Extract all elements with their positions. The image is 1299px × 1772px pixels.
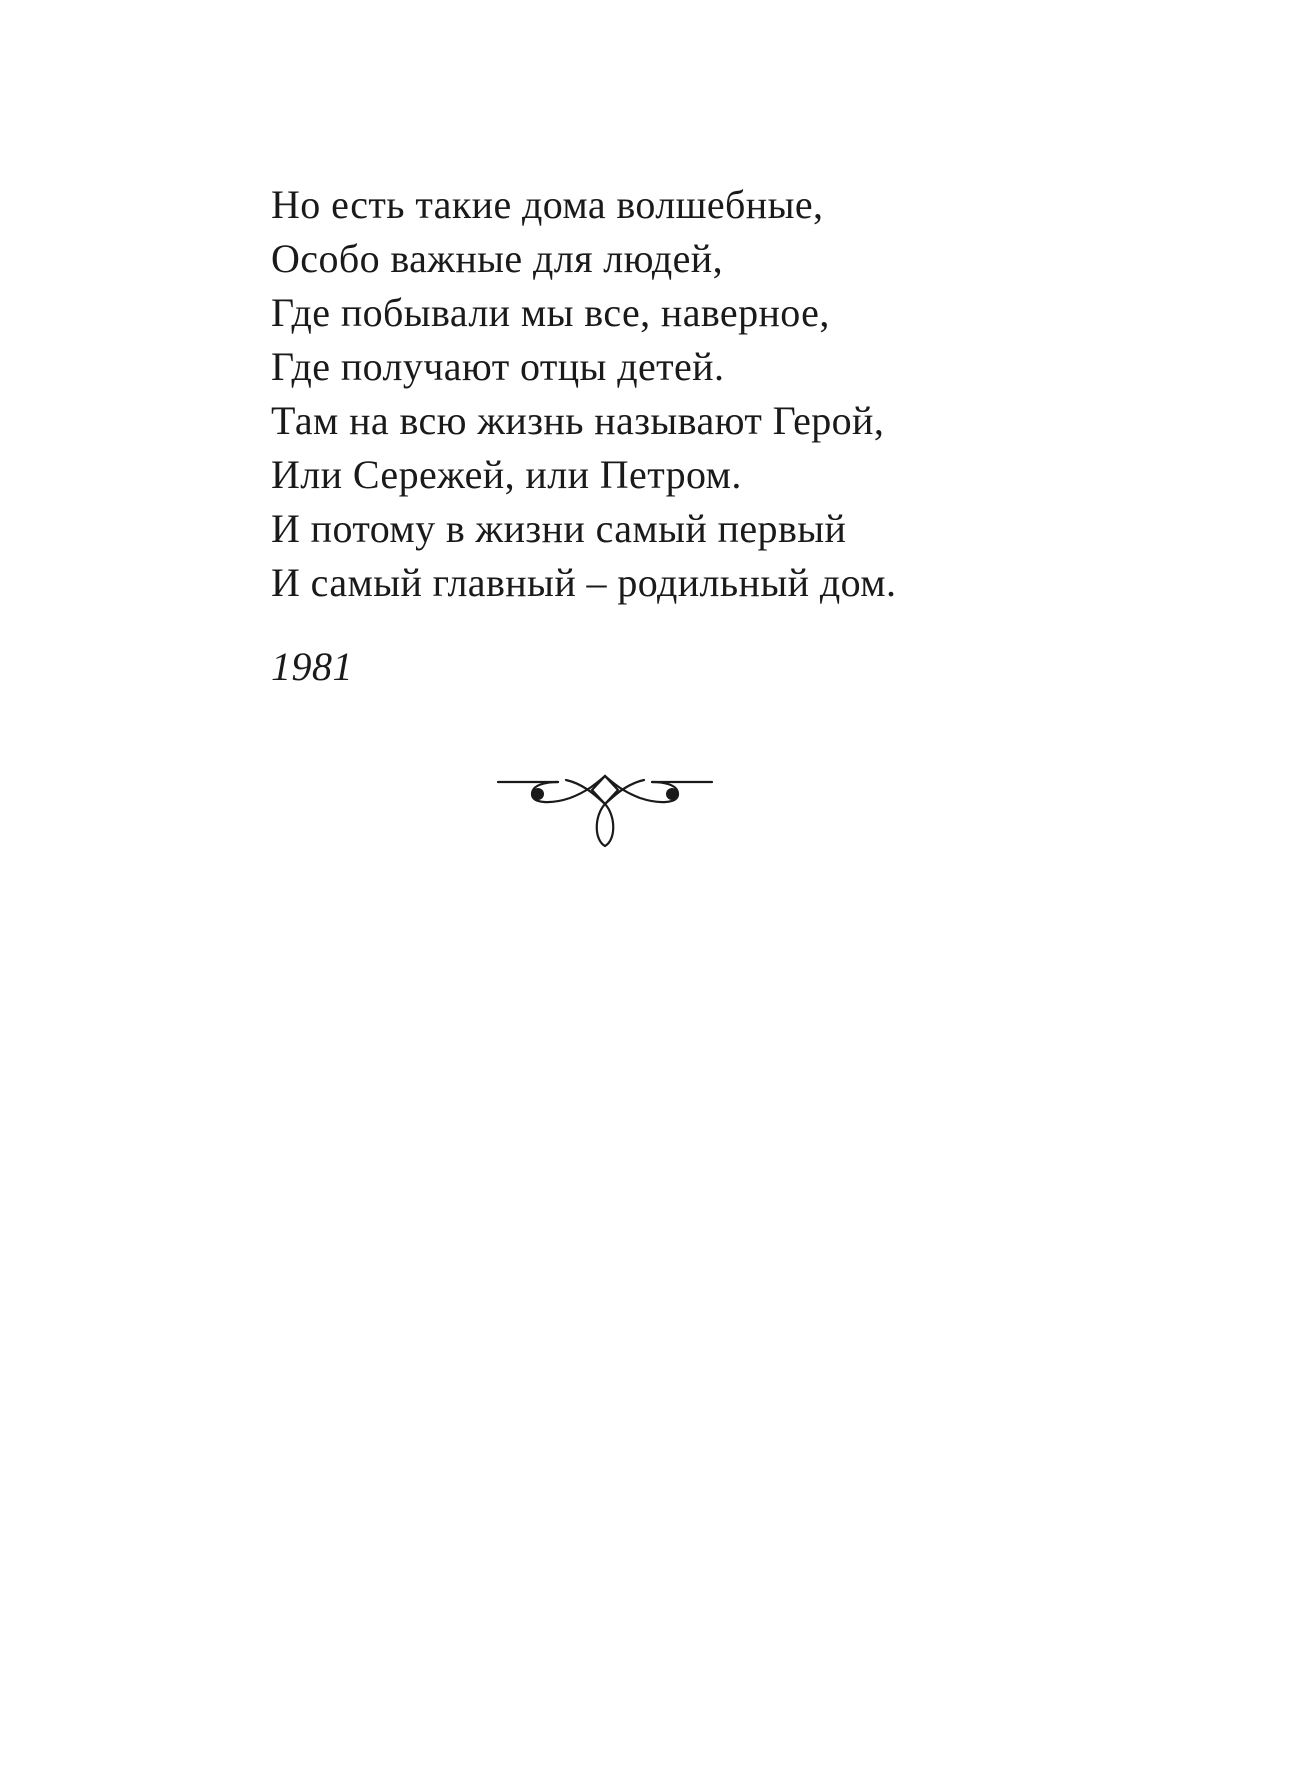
flourish-divider-icon xyxy=(496,768,714,868)
poem-line: И самый главный – родильный дом. xyxy=(271,560,897,605)
poem-line: И потому в жизни самый первый xyxy=(271,506,847,551)
poem-line: Особо важные для людей, xyxy=(271,236,724,281)
poem-stanza xyxy=(271,178,896,610)
poem-line: Где получают отцы детей. xyxy=(271,344,725,389)
poem-line: Где побывали мы все, наверное, xyxy=(271,290,830,335)
poem-line: Или Сережей, или Петром. xyxy=(271,452,742,497)
poem-line: Но есть такие дома волшебные, xyxy=(271,182,824,227)
poem-line: Там на всю жизнь называют Герой, xyxy=(271,398,885,443)
poem-year: 1981 xyxy=(271,644,353,689)
